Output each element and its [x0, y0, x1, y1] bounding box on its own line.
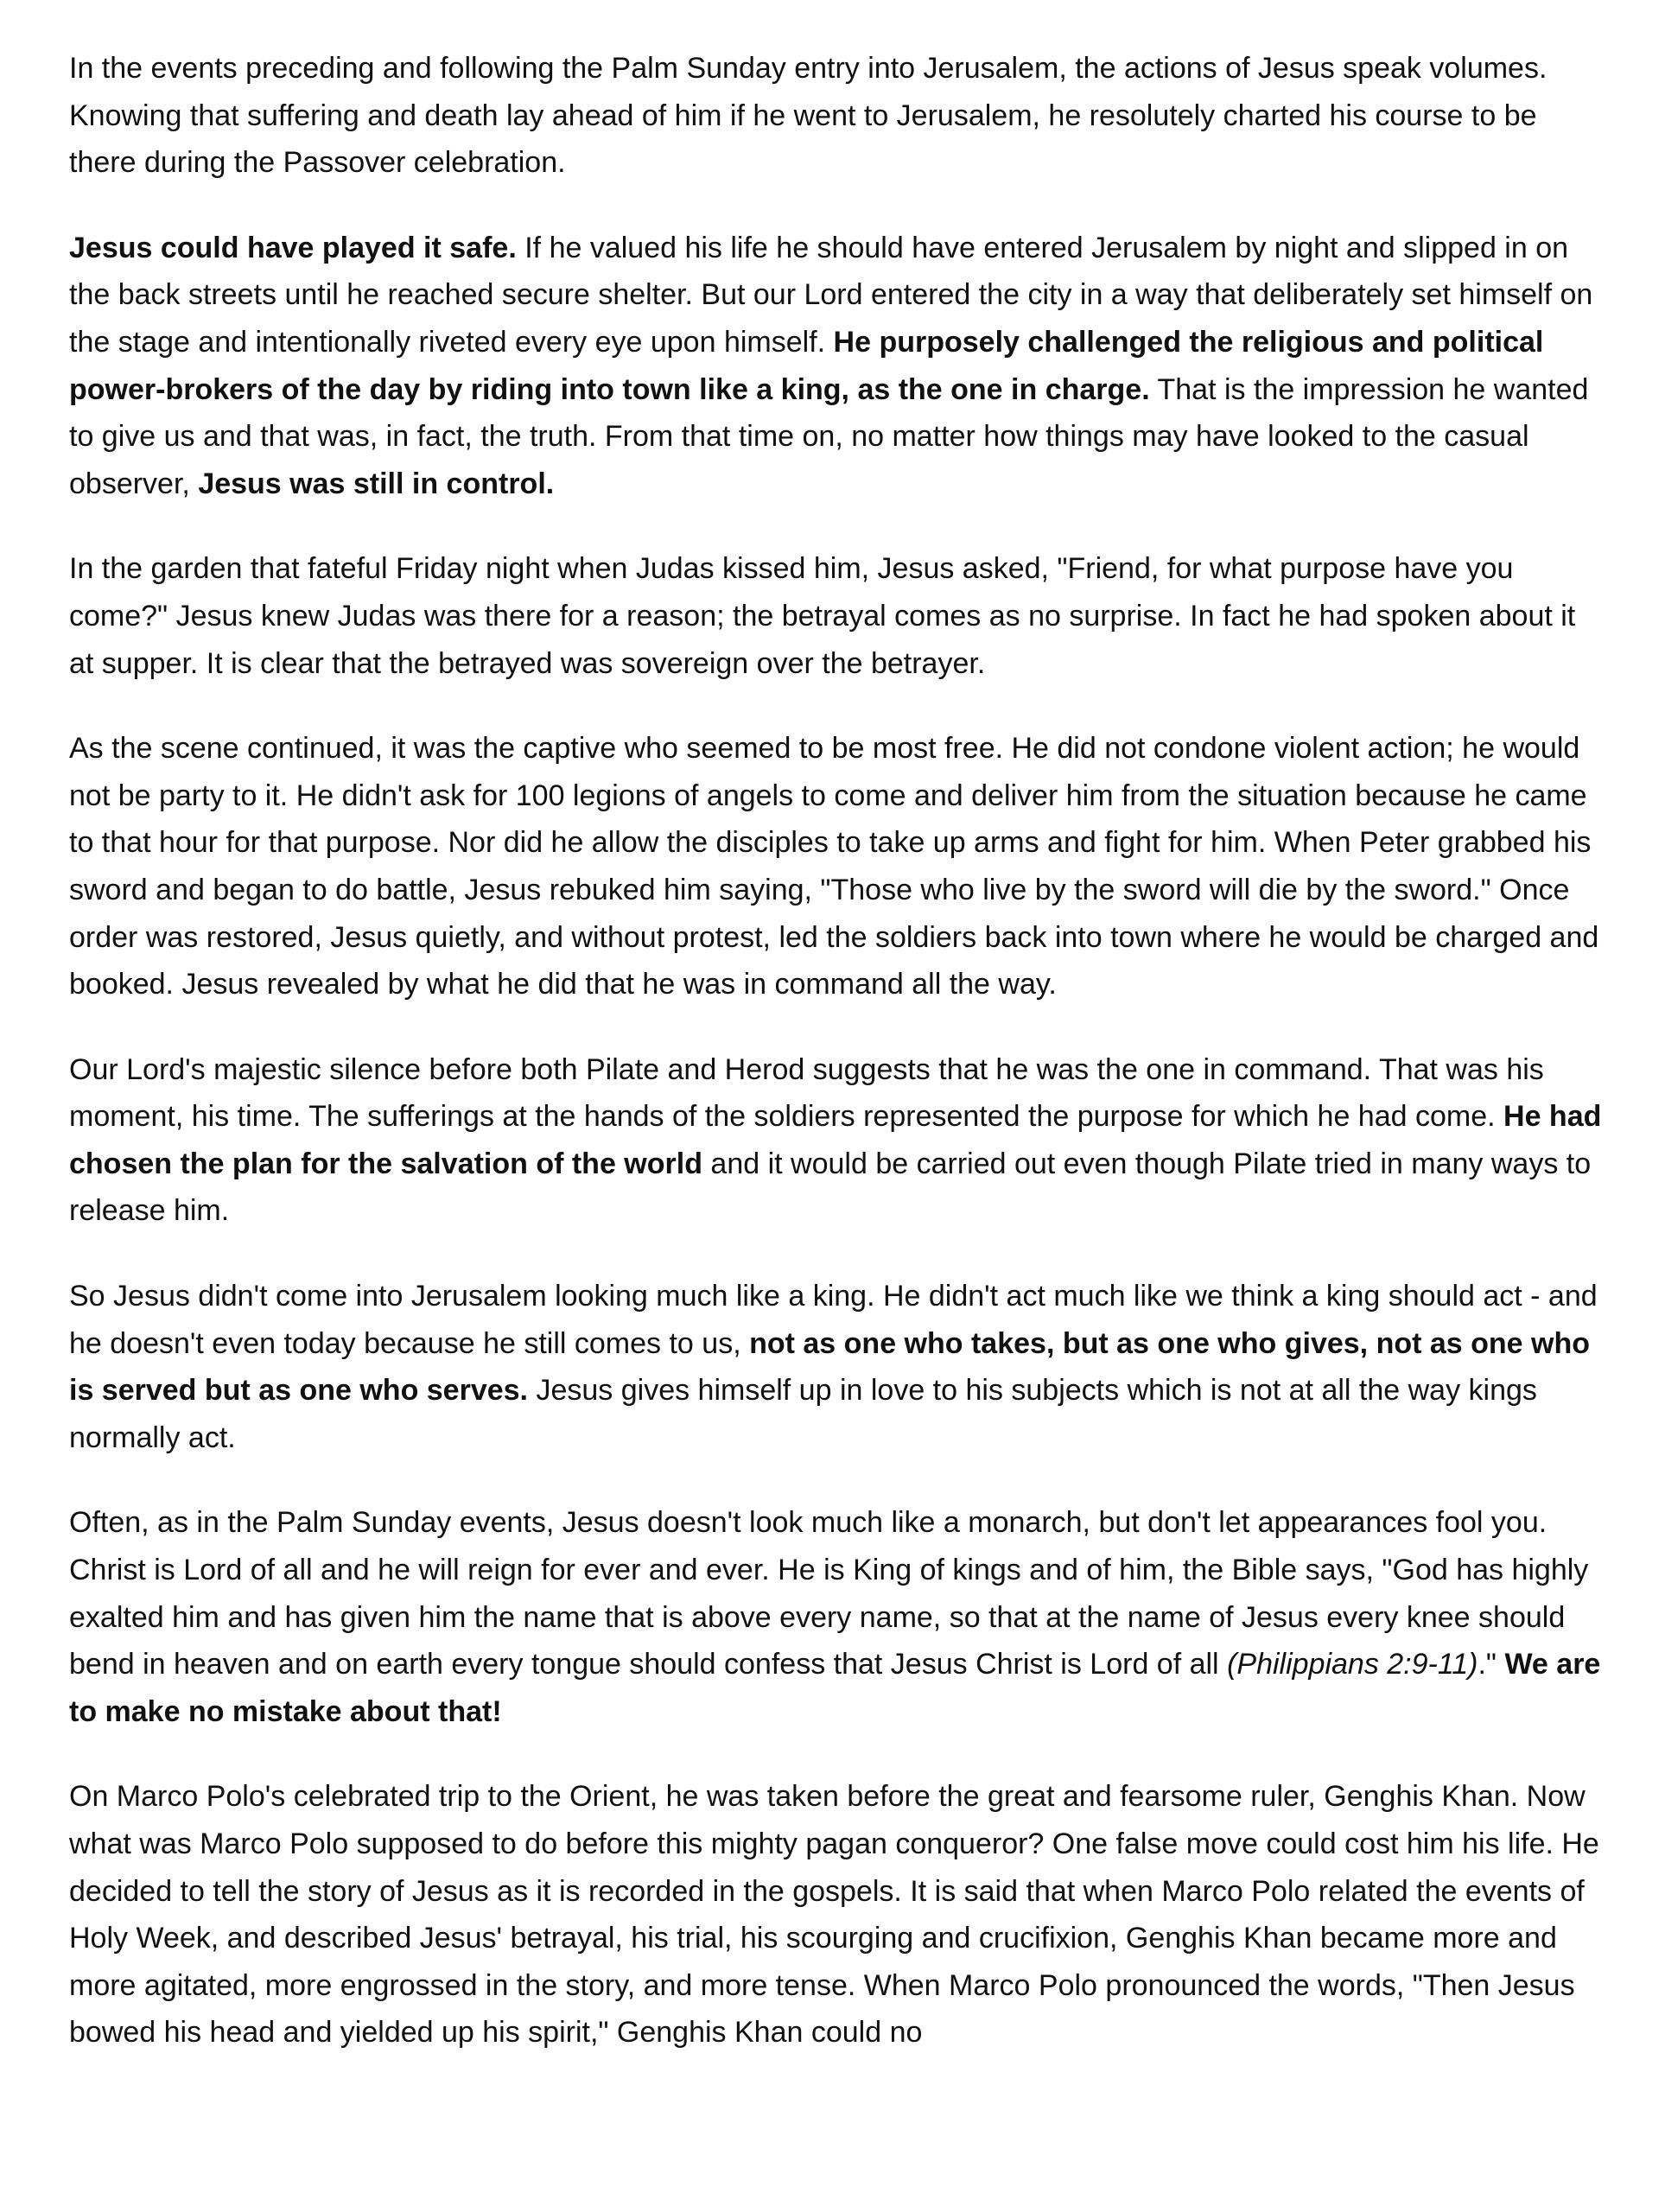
text-run: In the events preceding and following the Palm Sunday entry into Jerusalem, the actions of Jesus speak volumes. Knowing that suffering and death lay ahead of him if he went to Jerusalem, he resolutely charted his course to be there during the Passover celebration.	[69, 52, 1547, 180]
bold-text-run: He purposely challenged the religious and political power-brokers of the day by riding into town like a king, as the one in charge.	[69, 325, 1544, 406]
text-run: Jesus gives himself up in love to his subjects which is not at all the way kings normally act.	[69, 1374, 1537, 1454]
bold-text-run: Jesus could have played it safe.	[69, 231, 517, 264]
bold-text-run: He had chosen the plan for the salvation of the world	[69, 1100, 1602, 1180]
text-run: Often, as in the Palm Sunday events, Jesus doesn't look much like a monarch, but don't let appearances fool you. Christ is Lord of all and he will reign for ever and ever. He is King of kings and of him, the Bible says, "God has highly exalted him and has given him the name that is above every name, so that at the name of Jesus every knee should bend in heaven and on earth every tongue should confess that Jesus Christ is Lord of all	[69, 1506, 1589, 1681]
paragraph-6	[69, 1273, 1605, 1461]
paragraph-3	[69, 545, 1605, 687]
text-run: and it would be carried out even though Pilate tried in many ways to release him.	[69, 1147, 1592, 1228]
paragraph-7	[69, 1499, 1605, 1735]
paragraph-8	[69, 1773, 1605, 2056]
text-run: As the scene continued, it was the captive who seemed to be most free. He did not condone violent action; he would not be party to it. He didn't ask for 100 legions of angels to come and deliver him from the situation because he came to that hour for that purpose. Nor did he allow the disciples to take up arms and fight for him. When Peter grabbed his sword and began to do battle, Jesus rebuked him saying, "Those who live by the sword will die by the sword." Once order was restored, Jesus quietly, and without protest, led the soldiers back into town where he would be charged and booked. Jesus revealed by what he did that he was in command all the way.	[69, 732, 1599, 1001]
text-run: If he valued his life he should have entered Jerusalem by night and slipped in on the back streets until he reached secure shelter. But our Lord entered the city in a way that deliberately set himself on the stage and intentionally riveted every eye upon himself.	[69, 231, 1593, 359]
citation-italic: (Philippians 2:9-11)	[1227, 1648, 1478, 1681]
text-run: So Jesus didn't come into Jerusalem looking much like a king. He didn't act much like we think a king should act - and he doesn't even today because he still comes to us,	[69, 1280, 1598, 1360]
text-run: That is the impression he wanted to give us and that was, in fact, the truth. From that time on, no matter how things may have looked to the casual observer,	[69, 372, 1589, 500]
text-run: Our Lord's majestic silence before both Pilate and Herod suggests that he was the one in command. That was his moment, his time. The sufferings at the hands of the soldiers represented the purpose for which he had come.	[69, 1052, 1544, 1134]
paragraph-5	[69, 1046, 1605, 1235]
text-run: In the garden that fateful Friday night when Judas kissed him, Jesus asked, "Friend, for what purpose have you come?" Jesus knew Judas was there for a reason; the betrayal comes as no surprise. In fact he had spoken about it at supper. It is clear that the betrayed was sovereign over the betrayer.	[69, 552, 1576, 680]
bold-text-run: not as one who takes, but as one who gives, not as one who is served but as one who serves.	[69, 1326, 1591, 1408]
paragraph-1	[69, 45, 1605, 187]
bold-text-run: Jesus was still in control.	[198, 467, 555, 500]
text-run: ."	[1478, 1648, 1505, 1681]
paragraph-2	[69, 225, 1605, 508]
text-run: On Marco Polo's celebrated trip to the Orient, he was taken before the great and fearsome ruler, Genghis Khan. Now what was Marco Polo supposed to do before this mighty pagan conqueror? One false move could cost him his life. He decided to tell the story of Jesus as it is recorded in the gospels. It is said that when Marco Polo related the events of Holy Week, and described Jesus' betrayal, his trial, his scourging and crucifixion, Genghis Khan became more and more agitated, more engrossed in the story, and more tense. When Marco Polo pronounced the words, "Then Jesus bowed his head and yielded up his spirit," Genghis Khan could no	[69, 1780, 1599, 2050]
bold-text-run: We are to make no mistake about that!	[69, 1648, 1601, 1728]
paragraph-4	[69, 725, 1605, 1008]
